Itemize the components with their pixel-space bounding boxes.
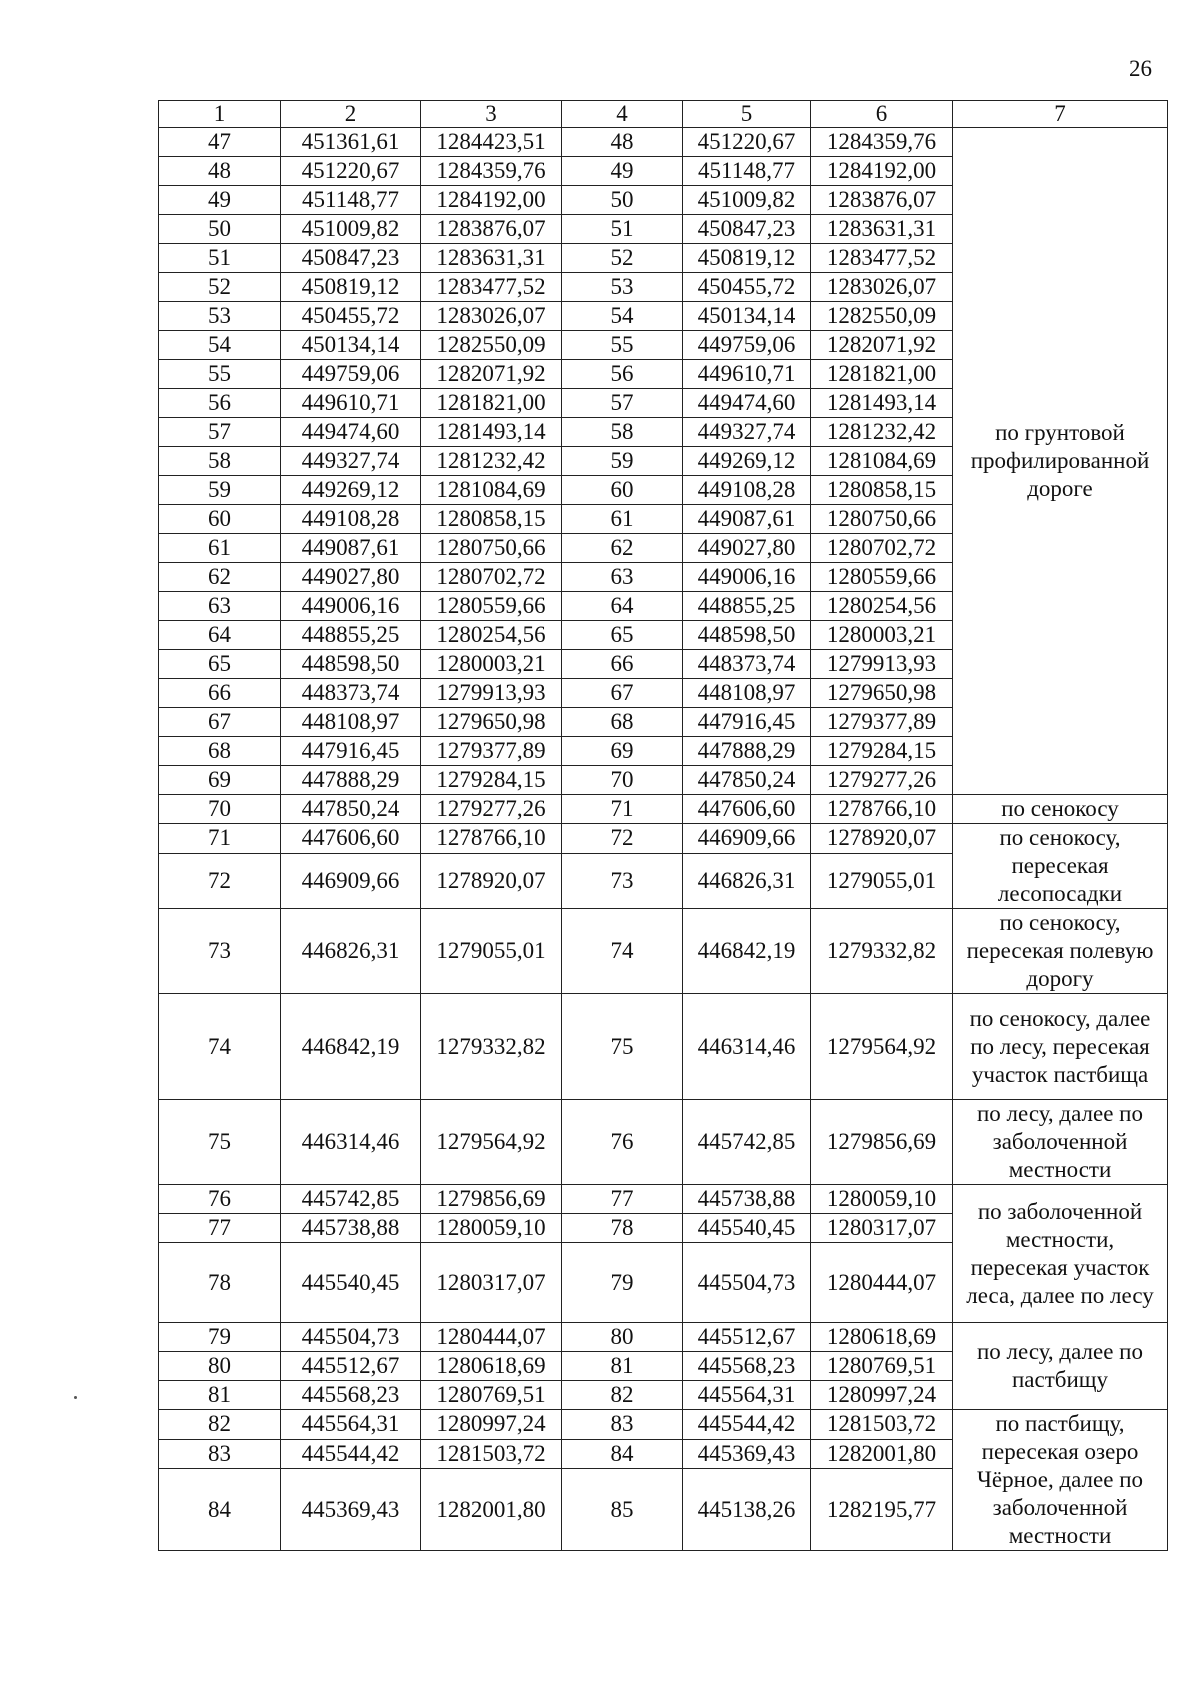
table-cell: 1280559,66 [811, 563, 953, 592]
table-cell: 49 [562, 157, 683, 186]
table-cell: 59 [159, 476, 281, 505]
table-cell: 1283026,07 [421, 302, 562, 331]
table-row [159, 1323, 1168, 1352]
table-cell: 1279564,92 [421, 1100, 562, 1185]
table-cell: 1284192,00 [421, 186, 562, 215]
table-cell: 1282001,80 [811, 1439, 953, 1469]
table-cell: 82 [159, 1410, 281, 1440]
table-cell: 68 [562, 708, 683, 737]
table-cell: 1280858,15 [811, 476, 953, 505]
route-description-cell: по сенокосу, пересекая полевую дорогу [953, 909, 1168, 994]
table-cell: 77 [562, 1185, 683, 1214]
table-cell: 1282195,77 [811, 1469, 953, 1551]
table-cell: 451220,67 [281, 157, 421, 186]
table-cell: 449087,61 [281, 534, 421, 563]
header-row [159, 101, 1168, 128]
table-cell: 448108,97 [683, 679, 811, 708]
table-cell: 1280559,66 [421, 592, 562, 621]
table-cell: 1279284,15 [811, 737, 953, 766]
route-description-cell: по грунтовой профилированной дороге [953, 128, 1168, 795]
table-cell: 61 [159, 534, 281, 563]
table-cell: 1279284,15 [421, 766, 562, 795]
table-cell: 64 [562, 592, 683, 621]
table-cell: 1279055,01 [421, 909, 562, 994]
table-cell: 54 [562, 302, 683, 331]
table-cell: 83 [159, 1439, 281, 1469]
table-cell: 84 [159, 1469, 281, 1551]
table-cell: 445742,85 [281, 1185, 421, 1214]
table-cell: 448855,25 [281, 621, 421, 650]
table-cell: 65 [159, 650, 281, 679]
table-cell: 1278766,10 [421, 824, 562, 854]
table-cell: 1282071,92 [811, 331, 953, 360]
table-cell: 449087,61 [683, 505, 811, 534]
table-cell: 451148,77 [683, 157, 811, 186]
table-cell: 446314,46 [683, 994, 811, 1100]
table-cell: 448855,25 [683, 592, 811, 621]
table-cell: 451148,77 [281, 186, 421, 215]
table-cell: 66 [562, 650, 683, 679]
table-cell: 1282550,09 [811, 302, 953, 331]
table-cell: 445540,45 [281, 1243, 421, 1323]
table-cell: 58 [159, 447, 281, 476]
table-cell: 450455,72 [683, 273, 811, 302]
table-row [159, 824, 1168, 854]
table-cell: 57 [562, 389, 683, 418]
table-cell: 445544,42 [683, 1410, 811, 1440]
table-cell: 446826,31 [281, 909, 421, 994]
table-cell: 445512,67 [281, 1352, 421, 1381]
table-cell: 66 [159, 679, 281, 708]
table-cell: 1279055,01 [811, 853, 953, 908]
table-cell: 63 [562, 563, 683, 592]
table-cell: 446909,66 [281, 853, 421, 908]
table-cell: 445369,43 [683, 1439, 811, 1469]
table-row [159, 1100, 1168, 1185]
table-cell: 50 [159, 215, 281, 244]
table-cell: 1281493,14 [811, 389, 953, 418]
table-cell: 1279377,89 [811, 708, 953, 737]
table-cell: 75 [562, 994, 683, 1100]
table-cell: 445564,31 [683, 1381, 811, 1410]
table-cell: 49 [159, 186, 281, 215]
table-cell: 451009,82 [683, 186, 811, 215]
table-cell: 450819,12 [281, 273, 421, 302]
table-cell: 1280997,24 [421, 1410, 562, 1440]
table-cell: 1280997,24 [811, 1381, 953, 1410]
table-cell: 78 [159, 1243, 281, 1323]
table-cell: 449269,12 [281, 476, 421, 505]
table-cell: 1280254,56 [811, 592, 953, 621]
table-cell: 1280769,51 [811, 1352, 953, 1381]
table-cell: 445568,23 [281, 1381, 421, 1410]
table-cell: 1283631,31 [811, 215, 953, 244]
table-cell: 67 [562, 679, 683, 708]
table-cell: 447916,45 [281, 737, 421, 766]
table-cell: 445564,31 [281, 1410, 421, 1440]
table-cell: 451361,61 [281, 128, 421, 157]
table-cell: 50 [562, 186, 683, 215]
table-cell: 1281821,00 [811, 360, 953, 389]
table-cell: 1279277,26 [811, 766, 953, 795]
table-cell: 62 [562, 534, 683, 563]
table-cell: 52 [159, 273, 281, 302]
table-cell: 449027,80 [281, 563, 421, 592]
table-cell: 450134,14 [281, 331, 421, 360]
table-cell: 451220,67 [683, 128, 811, 157]
table-cell: 72 [562, 824, 683, 854]
table-cell: 447888,29 [281, 766, 421, 795]
table-cell: 446314,46 [281, 1100, 421, 1185]
table-cell: 1284423,51 [421, 128, 562, 157]
table-cell: 54 [159, 331, 281, 360]
table-cell: 53 [159, 302, 281, 331]
table-row [159, 994, 1168, 1100]
route-description-cell: по лесу, далее по заболоченной местности [953, 1100, 1168, 1185]
column-header: 6 [811, 101, 953, 128]
table-cell: 1281084,69 [811, 447, 953, 476]
table-cell: 75 [159, 1100, 281, 1185]
table-cell: 81 [562, 1352, 683, 1381]
table-cell: 448373,74 [281, 679, 421, 708]
table-cell: 55 [159, 360, 281, 389]
table-cell: 1280003,21 [421, 650, 562, 679]
table-cell: 450134,14 [683, 302, 811, 331]
table-cell: 1280618,69 [811, 1323, 953, 1352]
table-cell: 450819,12 [683, 244, 811, 273]
table-cell: 448373,74 [683, 650, 811, 679]
route-description-cell: по лесу, далее по пастбищу [953, 1323, 1168, 1410]
table-cell: 48 [562, 128, 683, 157]
table-cell: 1278766,10 [811, 795, 953, 824]
table-cell: 445544,42 [281, 1439, 421, 1469]
table-cell: 1283477,52 [421, 273, 562, 302]
table-cell: 446842,19 [683, 909, 811, 994]
table-cell: 61 [562, 505, 683, 534]
route-description-cell: по пастбищу, пересекая озеро Чёрное, далее по заболоченной местности [953, 1410, 1168, 1551]
table-cell: 80 [562, 1323, 683, 1352]
coordinates-table [158, 100, 1168, 1551]
column-header: 5 [683, 101, 811, 128]
table-cell: 1280858,15 [421, 505, 562, 534]
table-cell: 70 [562, 766, 683, 795]
table-cell: 449006,16 [683, 563, 811, 592]
table-cell: 1279913,93 [811, 650, 953, 679]
table-cell: 76 [159, 1185, 281, 1214]
route-description-cell: по сенокосу, далее по лесу, пересекая участок пастбища [953, 994, 1168, 1100]
table-cell: 1282071,92 [421, 360, 562, 389]
table-cell: 1280317,07 [421, 1243, 562, 1323]
table-body [159, 128, 1168, 1551]
table-row [159, 1410, 1168, 1440]
table-cell: 446826,31 [683, 853, 811, 908]
table-cell: 1283876,07 [811, 186, 953, 215]
table-cell: 56 [562, 360, 683, 389]
table-cell: 64 [159, 621, 281, 650]
table-cell: 71 [159, 824, 281, 854]
table-cell: 80 [159, 1352, 281, 1381]
table-cell: 447850,24 [683, 766, 811, 795]
table-cell: 447606,60 [281, 824, 421, 854]
table-cell: 72 [159, 853, 281, 908]
table-cell: 449610,71 [281, 389, 421, 418]
table-cell: 1280059,10 [421, 1214, 562, 1243]
table-cell: 1279856,69 [421, 1185, 562, 1214]
table-cell: 69 [159, 766, 281, 795]
table-cell: 47 [159, 128, 281, 157]
table-cell: 445540,45 [683, 1214, 811, 1243]
table-cell: 449108,28 [281, 505, 421, 534]
table-cell: 73 [159, 909, 281, 994]
table-cell: 51 [159, 244, 281, 273]
table-cell: 73 [562, 853, 683, 908]
table-cell: 1280702,72 [421, 563, 562, 592]
table-cell: 82 [562, 1381, 683, 1410]
table-cell: 81 [159, 1381, 281, 1410]
table-cell: 57 [159, 418, 281, 447]
table-cell: 449759,06 [683, 331, 811, 360]
table-row [159, 128, 1168, 157]
table-cell: 449474,60 [683, 389, 811, 418]
table-cell: 74 [562, 909, 683, 994]
table-cell: 1281232,42 [811, 418, 953, 447]
table-cell: 445568,23 [683, 1352, 811, 1381]
table-cell: 451009,82 [281, 215, 421, 244]
table-cell: 1280750,66 [811, 505, 953, 534]
table-cell: 1283876,07 [421, 215, 562, 244]
table-cell: 1284359,76 [421, 157, 562, 186]
table-cell: 448598,50 [683, 621, 811, 650]
route-description-cell: по сенокосу [953, 795, 1168, 824]
table-cell: 83 [562, 1410, 683, 1440]
table-cell: 60 [562, 476, 683, 505]
table-cell: 449759,06 [281, 360, 421, 389]
table-cell: 59 [562, 447, 683, 476]
table-cell: 62 [159, 563, 281, 592]
table-cell: 446909,66 [683, 824, 811, 854]
route-description-cell: по заболоченной местности, пересекая участок леса, далее по лесу [953, 1185, 1168, 1323]
table-cell: 447916,45 [683, 708, 811, 737]
table-cell: 1278920,07 [811, 824, 953, 854]
table-cell: 1279650,98 [421, 708, 562, 737]
table-cell: 450847,23 [683, 215, 811, 244]
table-cell: 445504,73 [281, 1323, 421, 1352]
table-cell: 1280769,51 [421, 1381, 562, 1410]
table-cell: 1280618,69 [421, 1352, 562, 1381]
table-cell: 1279332,82 [811, 909, 953, 994]
table-cell: 447850,24 [281, 795, 421, 824]
table-cell: 449327,74 [683, 418, 811, 447]
table-cell: 1282550,09 [421, 331, 562, 360]
table-cell: 52 [562, 244, 683, 273]
table-cell: 449027,80 [683, 534, 811, 563]
table-cell: 51 [562, 215, 683, 244]
table-cell: 55 [562, 331, 683, 360]
column-header: 3 [421, 101, 562, 128]
table-cell: 449474,60 [281, 418, 421, 447]
table-cell: 1283026,07 [811, 273, 953, 302]
table-cell: 1279650,98 [811, 679, 953, 708]
table-cell: 446842,19 [281, 994, 421, 1100]
table-cell: 1279277,26 [421, 795, 562, 824]
table-cell: 68 [159, 737, 281, 766]
table-cell: 71 [562, 795, 683, 824]
table-cell: 1280317,07 [811, 1214, 953, 1243]
table-cell: 1284192,00 [811, 157, 953, 186]
table-cell: 76 [562, 1100, 683, 1185]
table-cell: 1280750,66 [421, 534, 562, 563]
table-cell: 449610,71 [683, 360, 811, 389]
table-cell: 448108,97 [281, 708, 421, 737]
table-cell: 447606,60 [683, 795, 811, 824]
table-cell: 79 [562, 1243, 683, 1323]
table-cell: 1279377,89 [421, 737, 562, 766]
table-cell: 449006,16 [281, 592, 421, 621]
table-cell: 1278920,07 [421, 853, 562, 908]
table-cell: 449327,74 [281, 447, 421, 476]
table-cell: 65 [562, 621, 683, 650]
table-row [159, 795, 1168, 824]
column-header: 4 [562, 101, 683, 128]
table-cell: 448598,50 [281, 650, 421, 679]
table-cell: 1280702,72 [811, 534, 953, 563]
table-cell: 1280254,56 [421, 621, 562, 650]
table-cell: 84 [562, 1439, 683, 1469]
table-cell: 67 [159, 708, 281, 737]
table-cell: 85 [562, 1469, 683, 1551]
table-cell: 77 [159, 1214, 281, 1243]
table-cell: 449108,28 [683, 476, 811, 505]
table-cell: 79 [159, 1323, 281, 1352]
table-cell: 1281232,42 [421, 447, 562, 476]
table-cell: 445369,43 [281, 1469, 421, 1551]
table-cell: 447888,29 [683, 737, 811, 766]
table-cell: 1279856,69 [811, 1100, 953, 1185]
table-cell: 445138,26 [683, 1469, 811, 1551]
table-cell: 1281821,00 [421, 389, 562, 418]
table-cell: 1280059,10 [811, 1185, 953, 1214]
scan-speck [74, 1396, 77, 1399]
table-cell: 1280003,21 [811, 621, 953, 650]
route-description-cell: по сенокосу, пересекая лесопосадки [953, 824, 1168, 909]
table-cell: 60 [159, 505, 281, 534]
table-cell: 1280444,07 [421, 1323, 562, 1352]
table-cell: 1279564,92 [811, 994, 953, 1100]
table-cell: 1280444,07 [811, 1243, 953, 1323]
table-cell: 449269,12 [683, 447, 811, 476]
table-row [159, 909, 1168, 994]
table-cell: 63 [159, 592, 281, 621]
table-cell: 445738,88 [281, 1214, 421, 1243]
table-cell: 445504,73 [683, 1243, 811, 1323]
table-cell: 74 [159, 994, 281, 1100]
column-header: 7 [953, 101, 1168, 128]
table-cell: 445738,88 [683, 1185, 811, 1214]
table-cell: 78 [562, 1214, 683, 1243]
table-cell: 450455,72 [281, 302, 421, 331]
table-cell: 1279332,82 [421, 994, 562, 1100]
table-cell: 56 [159, 389, 281, 418]
table-cell: 70 [159, 795, 281, 824]
table-cell: 1283631,31 [421, 244, 562, 273]
table-cell: 1283477,52 [811, 244, 953, 273]
table-cell: 69 [562, 737, 683, 766]
table-cell: 1282001,80 [421, 1469, 562, 1551]
page-number: 26 [1129, 56, 1152, 81]
table-cell: 1281084,69 [421, 476, 562, 505]
table-cell: 1281503,72 [811, 1410, 953, 1440]
column-header: 1 [159, 101, 281, 128]
table-cell: 1281493,14 [421, 418, 562, 447]
table-cell: 450847,23 [281, 244, 421, 273]
column-header: 2 [281, 101, 421, 128]
table-cell: 58 [562, 418, 683, 447]
table-cell: 1281503,72 [421, 1439, 562, 1469]
table-cell: 1284359,76 [811, 128, 953, 157]
table-cell: 445742,85 [683, 1100, 811, 1185]
table-cell: 48 [159, 157, 281, 186]
table-cell: 1279913,93 [421, 679, 562, 708]
table-cell: 53 [562, 273, 683, 302]
table-cell: 445512,67 [683, 1323, 811, 1352]
table-row [159, 1185, 1168, 1214]
